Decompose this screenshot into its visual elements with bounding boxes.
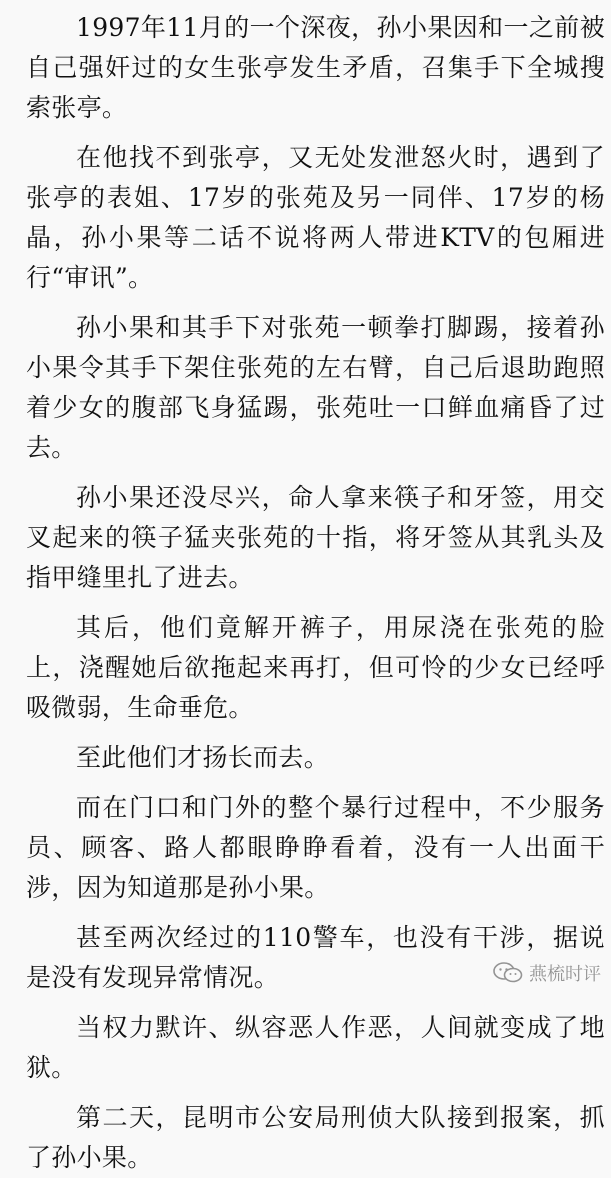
- article-paragraph: 在他找不到张亭，又无处发泄怒火时，遇到了张亭的表姐、17岁的张苑及另一同伴、17岁的杨晶，孙小果等二话不说将两人带进KTV的包厢进行“审讯”。: [26, 143, 605, 292]
- article-paragraph: 孙小果和其手下对张苑一顿拳打脚踢，接着孙小果令其手下架住张苑的左右臂，自己后退助跑照着少女的腹部飞身猛踢，张苑吐一口鲜血痛昏了过去。: [26, 313, 605, 462]
- account-watermark: [493, 960, 601, 986]
- wechat-icon: [493, 961, 523, 985]
- article-paragraph: 甚至两次经过的110警车，也没有干涉，据说是没有发现异常情况。: [26, 923, 605, 992]
- article-paragraph: 而在门口和门外的整个暴行过程中，不少服务员、顾客、路人都眼睁睁看着，没有一人出面干涉，因为知道那是孙小果。: [26, 793, 605, 902]
- article-paragraph: 孙小果还没尽兴，命人拿来筷子和牙签，用交叉起来的筷子猛夹张苑的十指，将牙签从其乳头及指甲缝里扎了进去。: [26, 483, 605, 592]
- watermark-text: 燕梳时评: [529, 964, 601, 985]
- article-paragraph: 1997年11月的一个深夜，孙小果因和一之前被自己强奸过的女生张亭发生矛盾，召集手下全城搜索张亭。: [26, 13, 605, 122]
- article-paragraph: 当权力默许、纵容恶人作恶，人间就变成了地狱。: [26, 1013, 605, 1082]
- article-paragraph: 第二天，昆明市公安局刑侦大队接到报案，抓了孙小果。: [26, 1103, 605, 1172]
- article-paragraph: 其后，他们竟解开裤子，用尿浇在张苑的脸上，浇醒她后欲拖起来再打，但可怜的少女已经呼吸微弱，生命垂危。: [26, 613, 605, 722]
- article-paragraph: 至此他们才扬长而去。: [76, 743, 330, 772]
